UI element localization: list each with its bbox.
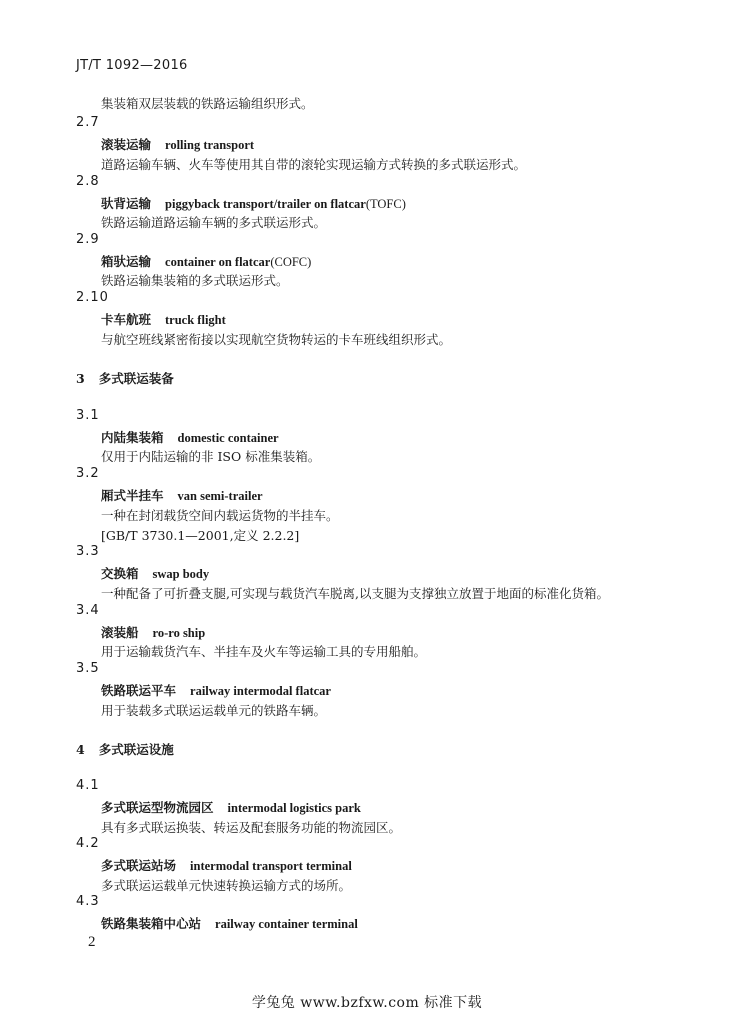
term-heading [101,564,209,582]
page-number: 2 [88,934,96,950]
term-heading [101,428,279,446]
term-cn: 多式联运站场 [101,858,177,873]
definition-text: 仅用于内陆运输的非 ISO 标准集装箱。 [101,449,321,464]
term-heading [101,681,331,699]
term-cn: 箱驮运输 [101,254,152,269]
clause-number: 3.1 [76,408,100,423]
term-cn: 内陆集装箱 [101,430,164,445]
term-abbr: (COFC) [270,255,312,269]
watermark-footer: 学兔兔 www.bzfxw.com 标准下载 [251,995,483,1011]
standard-code-header: JT/T 1092—2016 [76,58,188,73]
clause-number: 4.3 [76,894,100,909]
section-title: 多式联运设施 [98,742,174,757]
term-heading [101,310,226,328]
term-cn: 铁路联运平车 [101,683,177,698]
section-number: 4 [76,742,85,757]
term-en: container on flatcar [165,255,271,269]
term-en: railway intermodal flatcar [190,684,331,698]
term-heading [101,856,352,874]
definition-text: 道路运输车辆、火车等使用其自带的滚轮实现运输方式转换的多式联运形式。 [101,157,527,172]
section-heading [76,740,174,758]
term-heading [101,135,254,153]
definition-text: 用于装载多式联运运载单元的铁路车辆。 [101,703,327,718]
section-number: 3 [76,371,85,386]
definition-text: 铁路运输道路运输车辆的多式联运形式。 [101,215,327,230]
clause-number: 3.4 [76,603,100,618]
term-cn: 滚装船 [101,625,139,640]
term-abbr: (TOFC) [365,197,406,211]
definition-text: 集装箱双层装载的铁路运输组织形式。 [101,96,314,111]
term-en: swap body [152,567,210,581]
term-cn: 多式联运型物流园区 [101,800,214,815]
term-cn: 驮背运输 [101,196,152,211]
term-en: ro-ro ship [152,626,206,640]
term-cn: 滚装运输 [101,137,152,152]
term-cn: 卡车航班 [101,312,152,327]
definition-text: 用于运输载货汽车、半挂车及火车等运输工具的专用船舶。 [101,644,427,659]
term-cn: 交换箱 [101,566,139,581]
term-en: rolling transport [165,138,255,152]
term-en: van semi-trailer [177,489,263,503]
term-heading [101,914,358,932]
definition-text: 多式联运运载单元快速转换运输方式的场所。 [101,878,352,893]
term-cn: 铁路集装箱中心站 [101,916,202,931]
clause-number: 4.2 [76,836,100,851]
reference-note: [GB/T 3730.1—2001,定义 2.2.2] [101,528,300,543]
section-title: 多式联运装备 [98,371,174,386]
definition-text: 具有多式联运换装、转运及配套服务功能的物流园区。 [101,820,402,835]
clause-number: 2.10 [76,290,109,305]
term-en: truck flight [165,313,226,327]
term-heading [101,194,406,212]
term-heading [101,798,361,816]
clause-number: 2.9 [76,232,100,247]
term-cn: 厢式半挂车 [101,488,164,503]
clause-number: 3.5 [76,661,100,676]
section-heading [76,369,174,387]
term-heading [101,252,311,270]
term-en: intermodal transport terminal [190,859,352,873]
term-en: railway container terminal [215,917,358,931]
definition-text: 一种配备了可折叠支腿,可实现与载货汽车脱离,以支腿为支撑独立放置于地面的标准化货箱。 [101,586,609,601]
term-heading [101,486,263,504]
term-en: intermodal logistics park [227,801,361,815]
clause-number: 4.1 [76,778,100,793]
definition-text: 一种在封闭载货空间内载运货物的半挂车。 [101,508,339,523]
definition-text: 铁路运输集装箱的多式联运形式。 [101,273,289,288]
term-en: piggyback transport/trailer on flatcar [165,197,366,211]
clause-number: 3.3 [76,544,100,559]
clause-number: 2.7 [76,115,100,130]
clause-number: 3.2 [76,466,100,481]
clause-number: 2.8 [76,174,100,189]
definition-text: 与航空班线紧密衔接以实现航空货物转运的卡车班线组织形式。 [101,332,452,347]
term-en: domestic container [177,431,279,445]
term-heading [101,623,205,641]
